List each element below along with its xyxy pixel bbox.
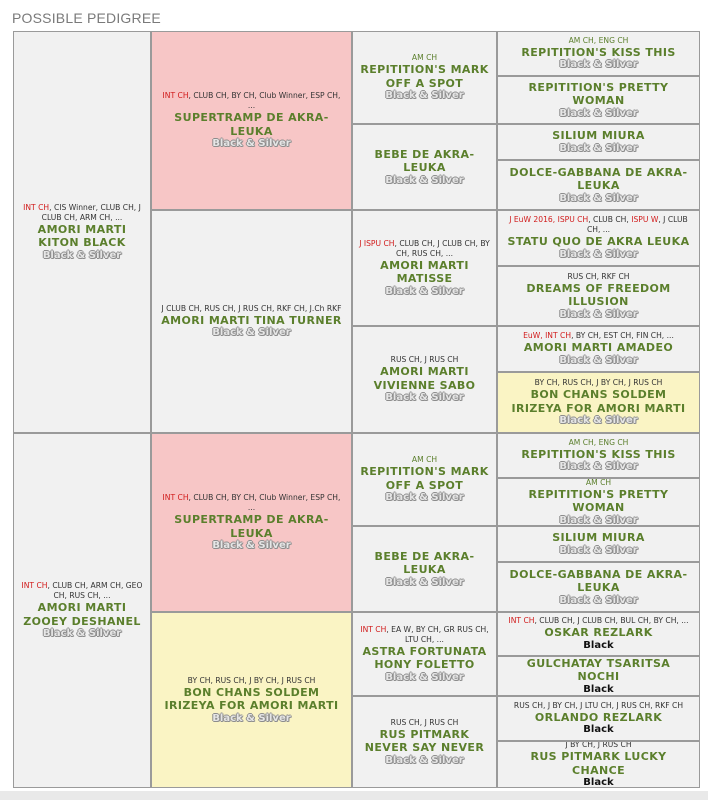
titles: INT CH, EA W, BY CH, GR RUS CH, LTU CH, ... [360,624,489,644]
coat-color: Black & Silver [42,628,122,639]
gen3-cell-6[interactable] [352,526,497,612]
gen4-cell-5[interactable] [497,210,700,266]
gen4-cell-11[interactable] [497,526,700,562]
dog-name[interactable]: ORLANDO REZLARK [534,710,663,724]
gen4-cell-9[interactable] [497,433,700,478]
dam-cell[interactable] [13,433,151,788]
coat-color: Black & Silver [42,249,122,261]
gen4-cell-4[interactable] [497,160,700,210]
coat-color: Black & Silver [385,492,464,503]
dog-name[interactable]: BEBE DE AKRA-LEUKA [374,147,475,174]
coat-color: Black & Silver [212,712,291,724]
dog-name[interactable]: REPITITION'S PRETTY WOMAN [528,487,669,514]
gen4-cell-12[interactable] [497,562,700,612]
titles: J ISPU CH, CLUB CH, J CLUB CH, BY CH, RUS CH, ... [359,238,490,258]
gen4-cell-14[interactable] [497,656,700,696]
gen3-cell-1[interactable] [352,31,497,124]
coat-color: Black & Silver [385,174,464,186]
gen4-cell-16[interactable] [497,741,700,788]
gen3-cell-4[interactable] [352,326,497,433]
coat-color: Black & Silver [559,544,638,556]
gen4-cell-1[interactable] [497,31,700,76]
dog-name[interactable]: SUPERTRAMP DE AKRA-LEUKA [174,111,329,138]
coat-color: Black & Silver [212,540,291,551]
gen3-cell-7[interactable] [352,612,497,696]
titles: AM CH, ENG CH [568,35,629,45]
gen4-cell-10[interactable] [497,478,700,526]
dog-name[interactable]: REPITITION'S MARK OFF A SPOT [360,63,489,90]
coat-color: Black & Silver [559,594,638,606]
titles: INT CH, CIS Winner, CLUB CH, J CLUB CH, ARM CH, ... [23,202,141,222]
coat-color: Black [583,639,614,651]
titles: J BY CH, J RUS CH [565,741,632,749]
titles: INT CH, CLUB CH, BY CH, Club Winner, ESP CH, ... [162,91,341,110]
dog-name[interactable]: REPITITION'S PRETTY WOMAN [528,80,669,107]
dog-name[interactable]: REPITITION'S KISS THIS [521,45,676,59]
coat-color: Black & Silver [559,415,638,426]
coat-color: Black & Silver [385,671,464,683]
gen3-cell-5[interactable] [352,433,497,526]
coat-color: Black & Silver [559,354,638,366]
dog-name[interactable]: REPITITION'S KISS THIS [521,447,676,461]
titles: J CLUB CH, RUS CH, J RUS CH, RKF CH, J.Ch RKF [161,303,342,313]
titles: BY CH, RUS CH, J BY CH, J RUS CH [534,378,663,387]
dog-name[interactable]: BEBE DE AKRA-LEUKA [374,549,475,576]
gen4-cell-13[interactable] [497,612,700,656]
sire-sire-cell[interactable] [151,31,352,210]
dog-name[interactable]: SUPERTRAMP DE AKRA-LEUKA [174,513,329,540]
gen4-cell-3[interactable] [497,124,700,160]
coat-color: Black & Silver [385,392,464,403]
dog-name[interactable]: RUS PITMARK NEVER SAY NEVER [364,727,485,754]
titles: INT CH, CLUB CH, BY CH, Club Winner, ESP CH, ... [162,493,341,512]
dog-name[interactable]: AMORI MARTI AMADEO [523,341,674,355]
dog-name[interactable]: DREAMS OF FREEDOM ILLUSION [526,281,671,308]
coat-color: Black & Silver [212,327,291,339]
dog-name[interactable]: RUS PITMARK LUCKY CHANCE [530,750,667,777]
titles: J EuW 2016, ISPU CH, CLUB CH, ISPU W, J CLUB CH, ... [509,215,688,235]
titles: RUS CH, RKF CH [567,271,630,281]
gen4-cell-6[interactable] [497,266,700,326]
dog-name[interactable]: STATU QUO DE AKRA LEUKA [507,235,690,249]
dam-sire-cell[interactable] [151,433,352,612]
titles: RUS CH, J RUS CH [390,717,459,727]
coat-color: Black [583,724,614,736]
dog-name[interactable]: AMORI MARTI ZOOEY DESHANEL [23,601,141,628]
dog-name[interactable]: ASTRA FORTUNATA HONY FOLETTO [362,644,487,671]
dog-name[interactable]: SILIUM MIURA [552,531,645,545]
coat-color: Black & Silver [385,285,464,297]
coat-color: Black & Silver [212,138,291,149]
dog-name[interactable]: GULCHATAY TSARITSA NOCHI [526,656,671,683]
coat-color: Black [583,683,614,695]
sire-dam-cell[interactable] [151,210,352,433]
dog-name[interactable]: DOLCE-GABBANA DE AKRA-LEUKA [509,567,688,594]
coat-color: Black & Silver [385,576,464,588]
page-title: POSSIBLE PEDIGREE [12,10,161,26]
dog-name[interactable]: AMORI MARTI VIVIENNE SABO [373,365,476,392]
dog-name[interactable]: BON CHANS SOLDEM IRIZEYA FOR AMORI MARTI [511,388,686,415]
gen4-cell-8[interactable] [497,372,700,433]
coat-color: Black [583,777,614,788]
coat-color: Black & Silver [385,90,464,101]
coat-color: Black & Silver [559,248,638,260]
coat-color: Black & Silver [559,514,638,526]
dog-name[interactable]: DOLCE-GABBANA DE AKRA-LEUKA [509,165,688,192]
gen4-cell-15[interactable] [497,696,700,741]
coat-color: Black & Silver [559,59,638,71]
titles: BY CH, RUS CH, J BY CH, J RUS CH [187,675,316,685]
dam-dam-cell[interactable] [151,612,352,788]
dog-name[interactable]: OSKAR REZLARK [544,626,653,640]
gen3-cell-3[interactable] [352,210,497,326]
dog-name[interactable]: AMORI MARTI TINA TURNER [161,313,342,327]
dog-name[interactable]: REPITITION'S MARK OFF A SPOT [360,465,489,492]
titles: AM CH, ENG CH [568,437,629,447]
titles: AM CH [411,53,438,62]
coat-color: Black & Silver [559,461,638,473]
coat-color: Black & Silver [559,107,638,119]
titles: RUS CH, J BY CH, J LTU CH, J RUS CH, RKF CH [513,700,684,710]
titles: RUS CH, J RUS CH [390,355,459,364]
gen4-cell-7[interactable] [497,326,700,372]
gen3-cell-2[interactable] [352,124,497,210]
sire-cell[interactable] [13,31,151,433]
coat-color: Black & Silver [559,142,638,154]
dog-name[interactable]: AMORI MARTI MATISSE [380,258,469,285]
titles: AM CH [411,455,438,464]
titles: AM CH [585,478,612,487]
titles: EuW, INT CH, BY CH, EST CH, FIN CH, ... [523,331,674,341]
coat-color: Black & Silver [559,192,638,204]
dog-name[interactable]: AMORI MARTI KITON BLACK [37,222,127,249]
titles: INT CH, CLUB CH, ARM CH, GEO CH, RUS CH, ... [21,581,143,600]
gen4-cell-2[interactable] [497,76,700,124]
coat-color: Black & Silver [385,754,464,766]
dog-name[interactable]: SILIUM MIURA [552,129,645,143]
gen3-cell-8[interactable] [352,696,497,788]
titles: INT CH, CLUB CH, J CLUB CH, BUL CH, BY CH, ... [508,616,689,626]
coat-color: Black & Silver [559,308,638,320]
horizontal-scrollbar[interactable] [0,791,708,800]
dog-name[interactable]: BON CHANS SOLDEM IRIZEYA FOR AMORI MARTI [164,685,339,712]
